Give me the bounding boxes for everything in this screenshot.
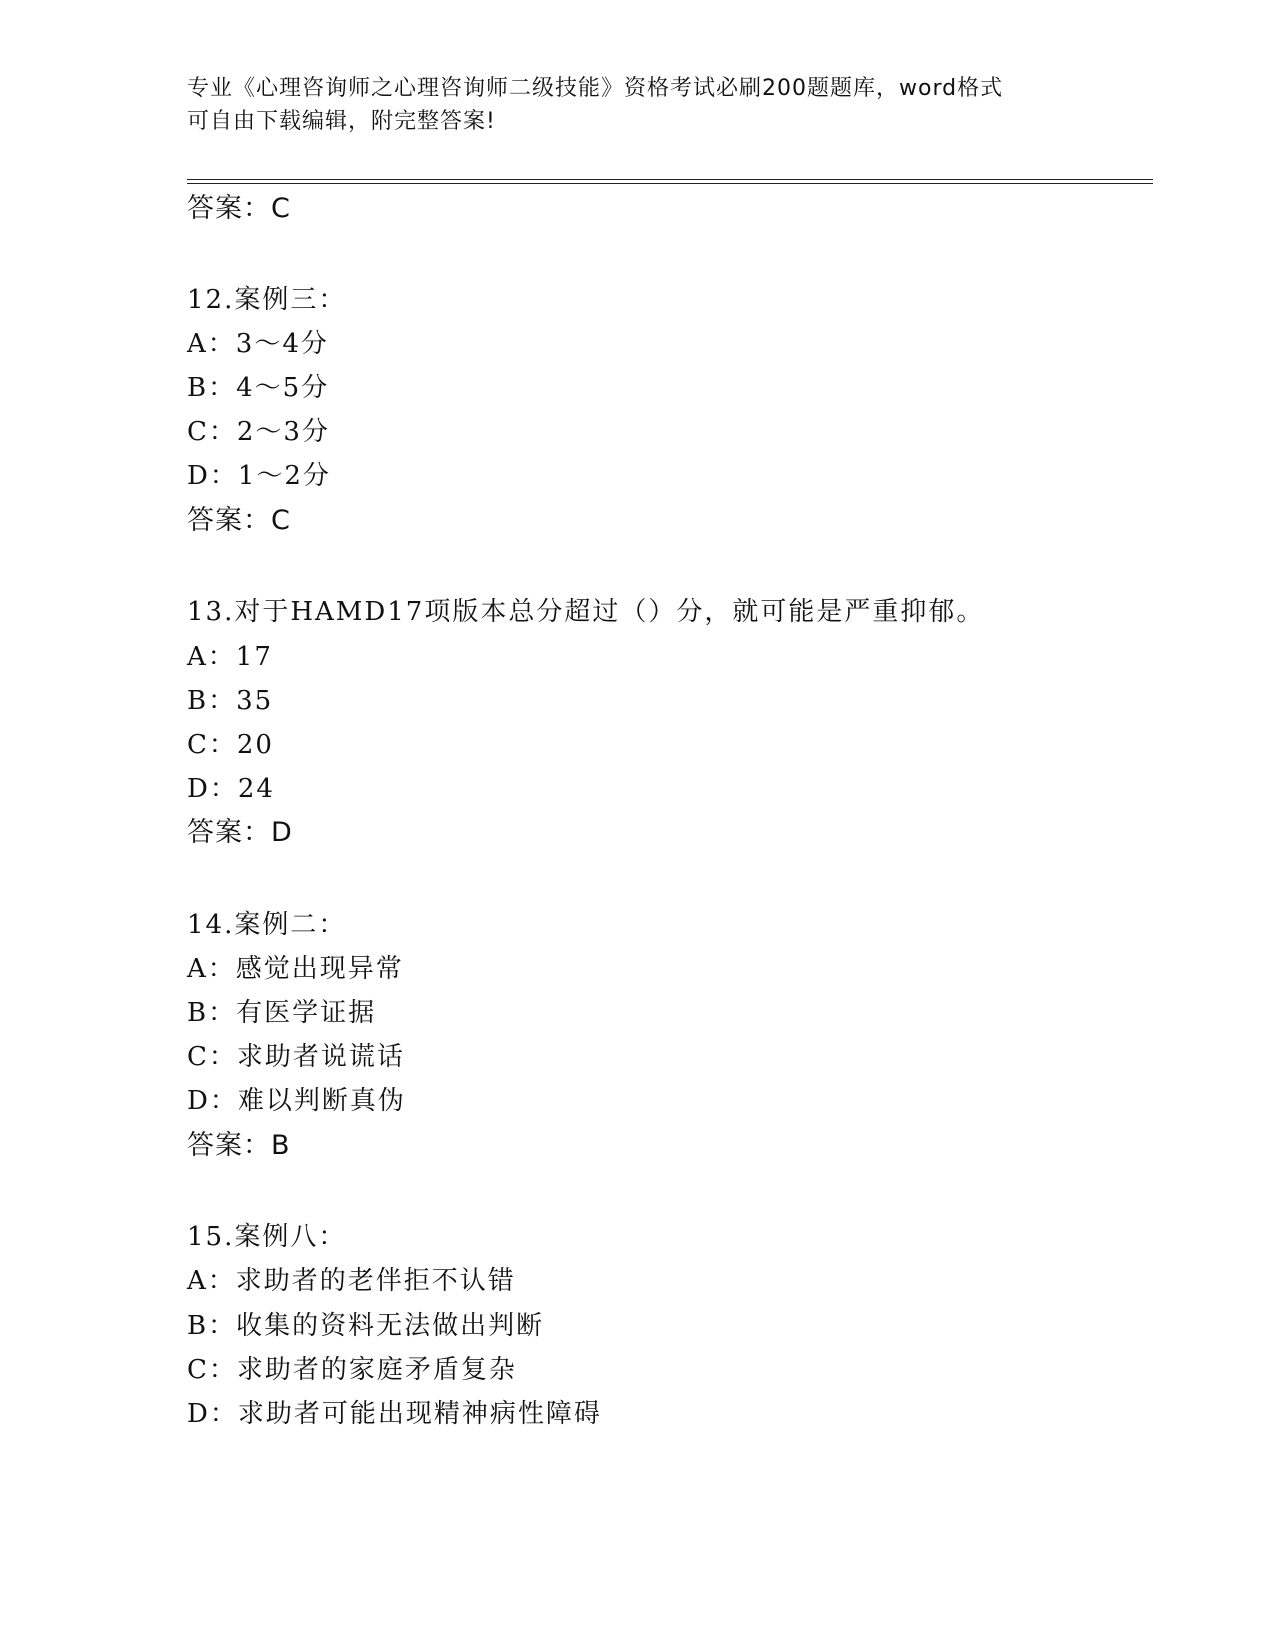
answer-line: 答案：B — [187, 1130, 291, 1161]
answer-line: 答案：C — [187, 505, 291, 536]
header-divider-top — [187, 179, 1153, 180]
question-stem: 13.对于HAMD17项版本总分超过（）分，就可能是严重抑郁。 — [187, 597, 985, 627]
header-divider-bottom — [187, 183, 1153, 184]
header-line-1: 专业《心理咨询师之心理咨询师二级技能》资格考试必刷200题题库，word格式 — [187, 76, 1004, 101]
option-b: B：有医学证据 — [187, 998, 377, 1028]
option-d: D：难以判断真伪 — [187, 1086, 406, 1116]
option-c: C：20 — [187, 730, 274, 760]
option-a: A：3～4分 — [187, 329, 329, 359]
option-a: A：17 — [187, 642, 273, 672]
option-d: D：1～2分 — [187, 461, 331, 491]
option-c: C：求助者说谎话 — [187, 1042, 405, 1072]
option-c: C：求助者的家庭矛盾复杂 — [187, 1355, 517, 1385]
answer-line: 答案：C — [187, 193, 291, 224]
option-b: B：收集的资料无法做出判断 — [187, 1311, 545, 1341]
option-c: C：2～3分 — [187, 417, 330, 447]
option-a: A：感觉出现异常 — [187, 954, 404, 984]
answer-line: 答案：D — [187, 817, 293, 848]
option-d: D：24 — [187, 774, 275, 804]
option-b: B：4～5分 — [187, 373, 330, 403]
option-d: D：求助者可能出现精神病性障碍 — [187, 1399, 602, 1429]
question-stem: 15.案例八： — [187, 1222, 347, 1252]
question-stem: 12.案例三： — [187, 285, 347, 315]
option-b: B：35 — [187, 686, 274, 716]
document-header — [187, 72, 1087, 138]
question-stem: 14.案例二： — [187, 910, 347, 940]
header-line-2: 可自由下载编辑，附完整答案! — [187, 109, 496, 134]
option-a: A：求助者的老伴拒不认错 — [187, 1266, 516, 1296]
